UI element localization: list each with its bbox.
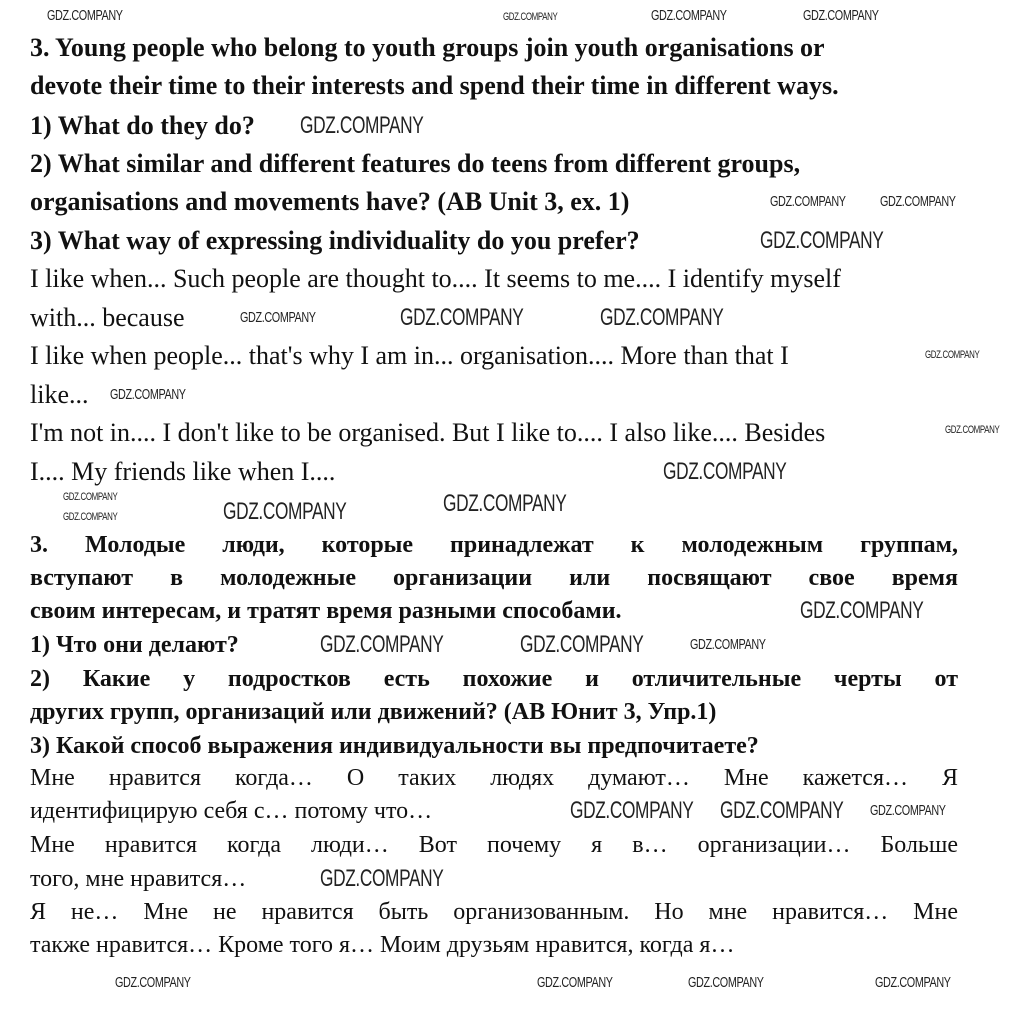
watermark: GDZ.COMPANY	[47, 7, 123, 24]
question-2: organisations and movements have? (AB Unit 3, ex. 1)	[30, 187, 630, 216]
answer-text: I.... My friends like when I....	[30, 457, 336, 486]
watermark: GDZ.COMPANY	[443, 490, 567, 517]
watermark: GDZ.COMPANY	[63, 511, 118, 523]
watermark: GDZ.COMPANY	[880, 193, 956, 210]
answer-text-ru: Мне нравится когда люди… Вот почему я в… организации… Больше	[30, 832, 958, 858]
question-heading: 3. Young people who belong to youth groups join youth organisations or	[30, 33, 825, 62]
watermark: GDZ.COMPANY	[690, 636, 766, 653]
watermark: GDZ.COMPANY	[223, 498, 347, 525]
answer-text: I like when people... that's why I am in... organisation.... More than that I	[30, 341, 789, 370]
watermark: GDZ.COMPANY	[720, 797, 844, 824]
watermark: GDZ.COMPANY	[770, 193, 846, 210]
answer-text: I'm not in.... I don't like to be organised. But I like to.... I also like.... Besides	[30, 418, 826, 447]
watermark: GDZ.COMPANY	[945, 424, 1000, 436]
answer-text-ru: также нравится… Кроме того я… Моим друзьям нравится, когда я…	[30, 932, 735, 958]
watermark: GDZ.COMPANY	[320, 865, 444, 892]
question-2: 2) What similar and different features do teens from different groups,	[30, 149, 801, 178]
watermark: GDZ.COMPANY	[240, 309, 316, 326]
watermark: GDZ.COMPANY	[760, 227, 884, 254]
question-heading: devote their time to their interests and spend their time in different ways.	[30, 71, 839, 100]
answer-text: like...	[30, 380, 89, 409]
question-3-ru: 3) Какой способ выражения индивидуальности вы предпочитаете?	[30, 733, 759, 759]
question-heading-ru: вступают в молодежные организации или посвящают свое время	[30, 565, 958, 591]
watermark: GDZ.COMPANY	[600, 304, 724, 331]
watermark: GDZ.COMPANY	[875, 974, 951, 991]
question-1: 1) What do they do?	[30, 111, 255, 140]
watermark: GDZ.COMPANY	[688, 974, 764, 991]
answer-text: I like when... Such people are thought to.... It seems to me.... I identify myself	[30, 264, 841, 293]
watermark: GDZ.COMPANY	[300, 112, 424, 139]
question-1-ru: 1) Что они делают?	[30, 632, 239, 658]
watermark: GDZ.COMPANY	[520, 631, 644, 658]
watermark: GDZ.COMPANY	[110, 386, 186, 403]
watermark: GDZ.COMPANY	[503, 11, 558, 23]
watermark: GDZ.COMPANY	[925, 349, 980, 361]
answer-text-ru: Я не… Мне не нравится быть организованным. Но мне нравится… Мне	[30, 899, 958, 925]
watermark: GDZ.COMPANY	[663, 458, 787, 485]
watermark: GDZ.COMPANY	[803, 7, 879, 24]
watermark: GDZ.COMPANY	[570, 797, 694, 824]
watermark: GDZ.COMPANY	[800, 597, 924, 624]
watermark: GDZ.COMPANY	[320, 631, 444, 658]
question-3: 3) What way of expressing individuality do you prefer?	[30, 226, 640, 255]
watermark: GDZ.COMPANY	[537, 974, 613, 991]
watermark: GDZ.COMPANY	[651, 7, 727, 24]
watermark: GDZ.COMPANY	[63, 491, 118, 503]
watermark: GDZ.COMPANY	[400, 304, 524, 331]
question-2-ru: 2) Какие у подростков есть похожие и отличительные черты от	[30, 666, 958, 692]
question-heading-ru: 3. Молодые люди, которые принадлежат к молодежным группам,	[30, 532, 958, 558]
watermark: GDZ.COMPANY	[870, 802, 946, 819]
question-2-ru: других групп, организаций или движений? (АВ Юнит 3, Упр.1)	[30, 699, 717, 725]
answer-text-ru: идентифицирую себя с… потому что…	[30, 798, 433, 824]
answer-text-ru: Мне нравится когда… О таких людях думают… Мне кажется… Я	[30, 765, 958, 791]
question-heading-ru: своим интересам, и тратят время разными способами.	[30, 598, 622, 624]
answer-text: with... because	[30, 303, 185, 332]
watermark: GDZ.COMPANY	[115, 974, 191, 991]
answer-text-ru: того, мне нравится…	[30, 866, 247, 892]
